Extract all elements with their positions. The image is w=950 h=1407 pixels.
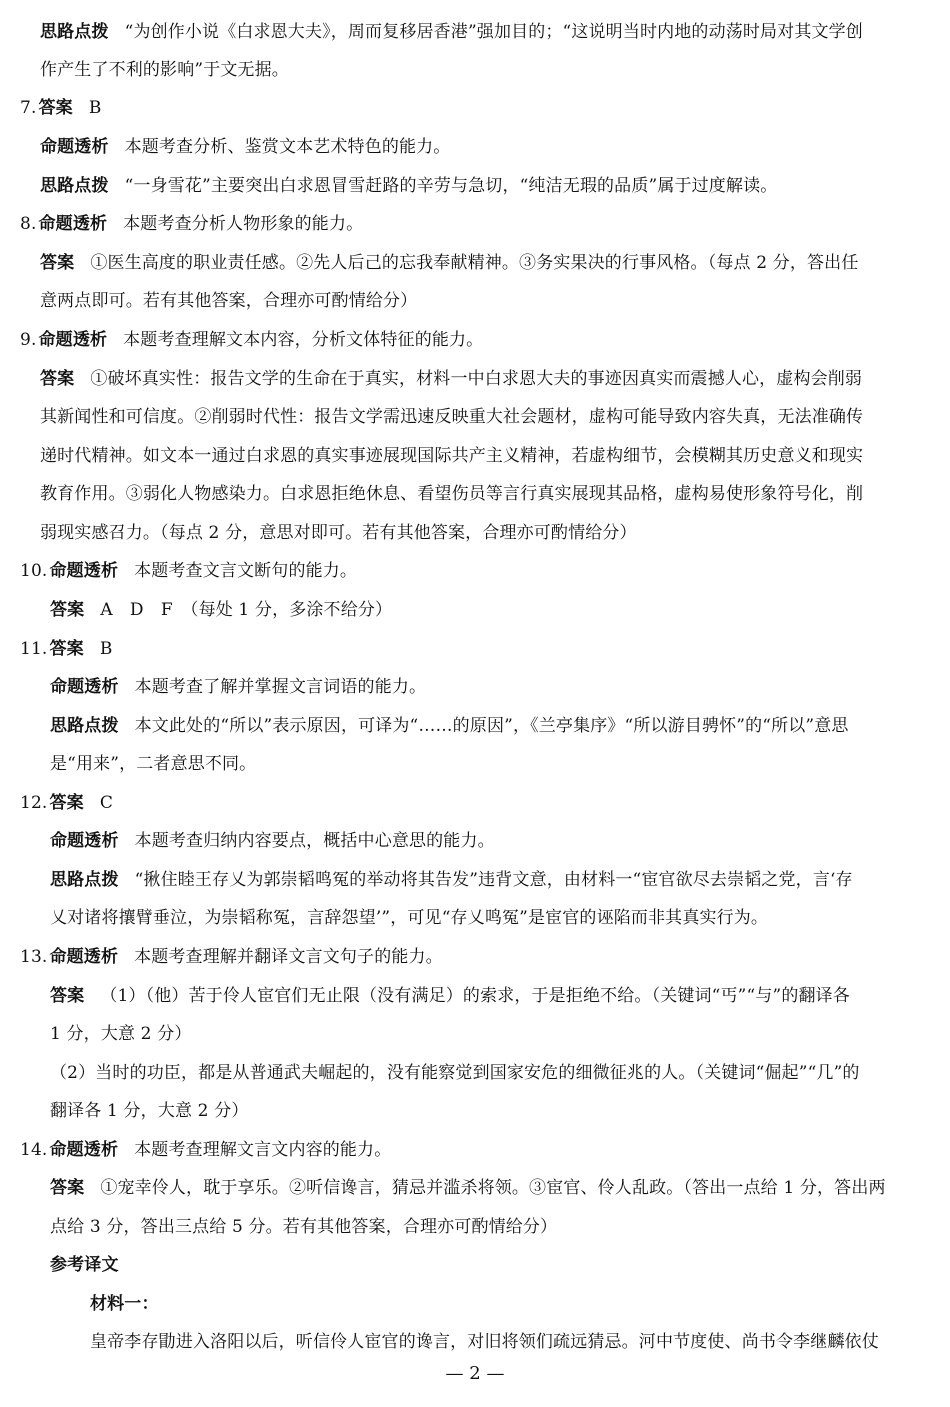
text-line: [50, 1253, 135, 1277]
section-label: 答案: [50, 1178, 85, 1198]
line-text: “为创作小说《白求恩大夫》，周而复移居香港”强加目的；“这说明当时内地的动荡时局对其文学创: [124, 22, 863, 42]
text-line: [90, 1330, 879, 1354]
line-text: 本题考查分析人物形象的能力。: [123, 214, 364, 234]
line-text: B: [88, 98, 102, 118]
line-text: 翻译各 1 分，大意 2 分）: [50, 1101, 249, 1121]
line-text: 意两点即可。若有其他答案，合理亦可酌情给分）: [40, 291, 418, 311]
line-text: 皇帝李存勖进入洛阳以后，听信伶人宦官的谗言，对旧将领们疏远猜忌。河中节度使、尚书令李继麟依仗: [90, 1332, 879, 1352]
text-line: [50, 1061, 860, 1085]
text-line: [50, 675, 426, 699]
section-label: 命题透析: [40, 137, 109, 157]
line-text: “揪住睦王存乂为郭崇韬鸣冤的举动将其告发”违背文意，由材料一“宦官欲尽去崇韬之党，言‘存: [134, 870, 853, 890]
line-text: （2）当时的功臣，都是从普通武夫崛起的，没有能察觉到国家安危的细微征兆的人。（关键词“倔起”“几”的: [50, 1063, 860, 1083]
line-text: 乂对诸将攘臂垂泣，为崇韬称冤，言辞怨望’”，可见“存乂鸣冤”是宦官的诬陷而非其真实行为。: [50, 908, 769, 928]
page-number: — 2 —: [445, 1363, 505, 1384]
line-text: 1 分，大意 2 分）: [50, 1024, 192, 1044]
line-text: （1）（他）苦于伶人宦官们无止限（没有满足）的索求，于是拒绝不给。（关键词“丐”“与”的翻译各: [100, 986, 850, 1006]
line-text: 本题考查文言文断句的能力。: [134, 561, 358, 581]
section-label: 命题透析: [38, 214, 108, 234]
section-label: 思路点拨: [40, 176, 109, 196]
text-line: [50, 1022, 192, 1046]
section-label: 参考译文: [50, 1255, 119, 1275]
section-label: 答案: [40, 253, 75, 273]
section-label: 命题透析: [49, 1140, 119, 1160]
text-line: [40, 20, 863, 44]
question-number: 12.: [20, 793, 48, 813]
line-text: 是“用来”，二者意思不同。: [50, 754, 257, 774]
text-line: [20, 328, 483, 352]
question-number: 11.: [20, 639, 48, 659]
text-line: [40, 251, 858, 275]
text-line: [50, 598, 392, 622]
text-line: [40, 405, 863, 429]
section-label: 命题透析: [50, 831, 119, 851]
line-text: 递时代精神。如文本一通过白求恩的真实事迹展现国际共产主义精神，若虚构细节，会模糊其历史意义和现实: [40, 446, 864, 466]
text-line: [20, 791, 113, 815]
line-text: 其新闻性和可信度。②削弱时代性：报告文学需迅速反映重大社会题材，虚构可能导致内容失真，无法准确传: [40, 407, 864, 427]
text-line: [20, 559, 357, 583]
section-label: 答案: [40, 369, 75, 389]
section-label: 答案: [49, 639, 84, 659]
text-line: [40, 521, 637, 545]
text-line: [40, 367, 862, 391]
text-line: [50, 1176, 886, 1200]
line-text: 弱现实感召力。（每点 2 分，意思对即可。若有其他答案，合理亦可酌情给分）: [40, 523, 637, 543]
text-line: [50, 752, 256, 776]
text-line: [40, 289, 417, 313]
line-text: 本题考查理解并翻译文言文句子的能力。: [134, 947, 443, 967]
section-label: 材料一：: [90, 1294, 159, 1314]
text-line: [50, 1215, 557, 1239]
section-label: 答案: [50, 986, 85, 1006]
text-line: [40, 135, 450, 159]
text-line: [50, 714, 849, 738]
line-text: ①宠幸伶人，耽于享乐。②听信谗言，猜忌并滥杀将领。③宦官、伶人乱政。（答出一点给 1 分，答出两: [100, 1178, 886, 1198]
text-line: [50, 906, 768, 930]
line-text: 作产生了不利的影响”于文无据。: [40, 60, 289, 80]
section-label: 思路点拨: [50, 716, 119, 736]
section-label: 答案: [49, 793, 84, 813]
line-text: ①医生高度的职业责任感。②先人后己的忘我奉献精神。③务实果决的行事风格。（每点 2 分，答出任: [90, 253, 859, 273]
text-line: [40, 58, 289, 82]
question-number: 7.: [20, 98, 37, 118]
line-text: 点给 3 分，答出三点给 5 分。若有其他答案，合理亦可酌情给分）: [50, 1217, 558, 1237]
text-line: [50, 868, 853, 892]
text-line: [40, 174, 777, 198]
line-text: “一身雪花”主要突出白求恩冒雪赶路的辛劳与急切，“纯洁无瑕的品质”属于过度解读。: [124, 176, 778, 196]
line-text: C: [99, 793, 113, 813]
line-text: ①破坏真实性：报告文学的生命在于真实，材料一中白求恩大夫的事迹因真实而震撼人心，虚构会削弱: [90, 369, 863, 389]
line-text: 本文此处的“所以”表示原因，可译为“……的原因”，《兰亭集序》“所以游目骋怀”的“所以”意思: [134, 716, 849, 736]
text-line: [20, 1138, 391, 1162]
text-line: [50, 829, 495, 853]
section-label: 命题透析: [50, 677, 119, 697]
line-text: 本题考查分析、鉴赏文本艺术特色的能力。: [124, 137, 451, 157]
text-line: [20, 96, 102, 120]
question-number: 14.: [20, 1140, 48, 1160]
text-line: [90, 1292, 175, 1316]
section-label: 答案: [50, 600, 85, 620]
line-text: 本题考查理解文本内容，分析文体特征的能力。: [123, 330, 484, 350]
line-text: 本题考查归纳内容要点，概括中心意思的能力。: [134, 831, 495, 851]
line-text: A D F （每处 1 分，多涂不给分）: [100, 600, 393, 620]
section-label: 命题透析: [38, 330, 108, 350]
line-text: 教育作用。③弱化人物感染力。白求恩拒绝休息、看望伤员等言行真实展现其品格，虚构易使形象符号化，削: [40, 484, 864, 504]
text-line: [20, 212, 363, 236]
section-label: 思路点拨: [50, 870, 119, 890]
section-label: 思路点拨: [40, 22, 109, 42]
text-line: [20, 637, 112, 661]
question-number: 10.: [20, 561, 48, 581]
text-line: [20, 945, 443, 969]
question-number: 8.: [20, 214, 37, 234]
text-line: [40, 444, 863, 468]
text-line: [40, 482, 863, 506]
section-label: 命题透析: [49, 561, 119, 581]
line-text: 本题考查了解并掌握文言词语的能力。: [134, 677, 427, 697]
line-text: B: [99, 639, 113, 659]
text-line: [50, 984, 850, 1008]
text-line: [50, 1099, 249, 1123]
section-label: 答案: [38, 98, 73, 118]
line-text: 本题考查理解文言文内容的能力。: [134, 1140, 392, 1160]
section-label: 命题透析: [49, 947, 119, 967]
question-number: 13.: [20, 947, 48, 967]
question-number: 9.: [20, 330, 37, 350]
